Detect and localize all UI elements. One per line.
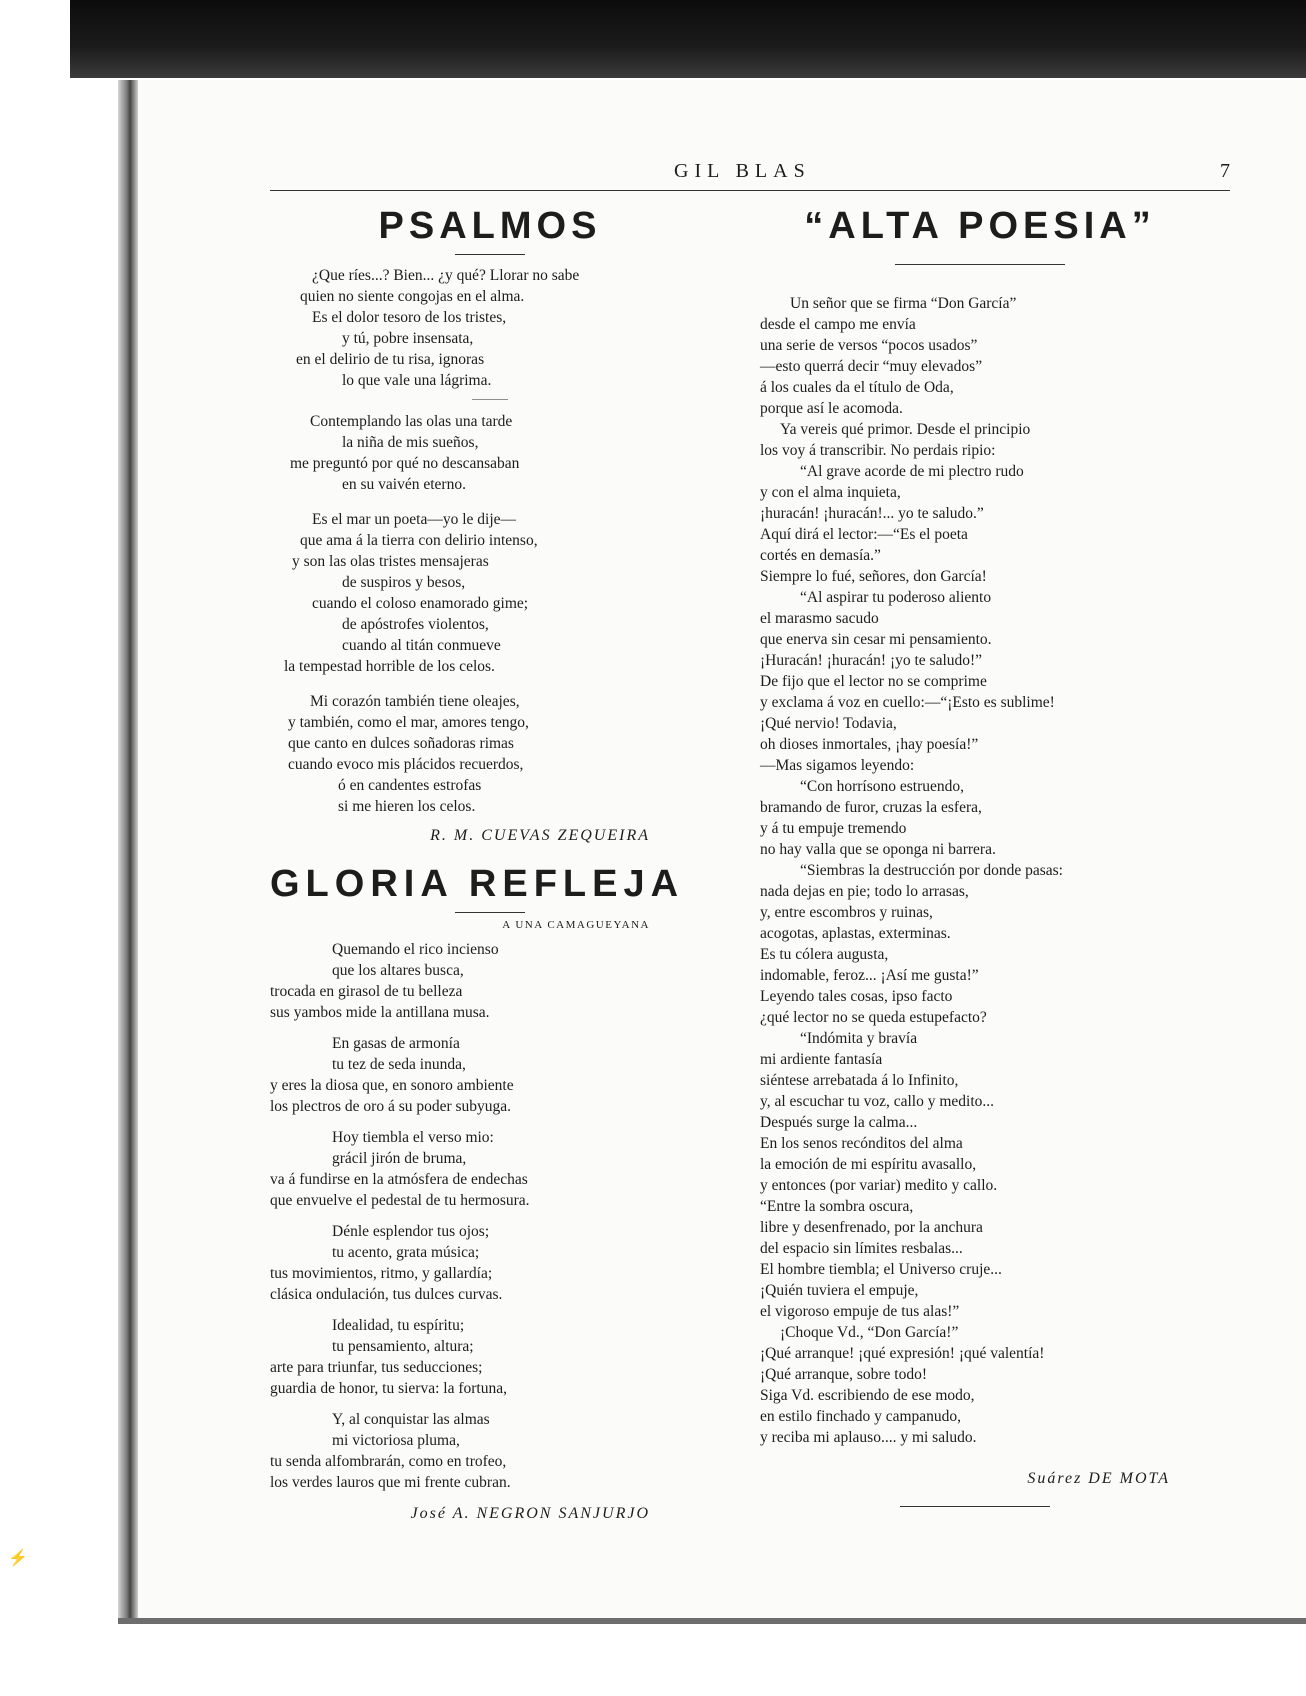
verse-line: Es el dolor tesoro de los tristes,: [312, 309, 507, 326]
page-number: 7: [1220, 160, 1230, 182]
verse-line: y entonces (por variar) medito y callo.: [760, 1177, 998, 1194]
verse-line: y eres la diosa que, en sonoro ambiente: [270, 1077, 514, 1094]
verse-line: libre y desenfrenado, por la anchura: [760, 1219, 983, 1236]
verse-line: tu pensamiento, altura;: [332, 1338, 474, 1355]
verse-line: “Con horrísono estruendo,: [800, 778, 965, 795]
stanza: [270, 1221, 710, 1305]
verse-line: siéntese arrebatada á lo Infinito,: [760, 1072, 959, 1089]
verse-line: desde el campo me envía: [760, 316, 916, 333]
psalmos-body: [270, 265, 710, 845]
verse-line: que ama á la tierra con delirio intenso,: [300, 532, 538, 549]
verse-line: mi victoriosa pluma,: [332, 1432, 460, 1449]
verse-line: trocada en girasol de tu belleza: [270, 983, 463, 1000]
verse-line: una serie de versos “pocos usados”: [760, 337, 978, 354]
verse-line: que canto en dulces soñadoras rimas: [288, 735, 514, 752]
poem-title-alta-poesia: “ALTA POESIA”: [804, 205, 1156, 247]
right-column: [760, 205, 1200, 1507]
stanza-separator: ———: [472, 391, 508, 405]
verse-line: mi ardiente fantasía: [760, 1051, 883, 1068]
verse-line: y tú, pobre insensata,: [342, 330, 474, 347]
end-rule: [900, 1506, 1050, 1507]
verse-line: Es el mar un poeta—yo le dije—: [312, 511, 517, 528]
verse-line: quien no siente congojas en el alma.: [300, 288, 525, 305]
verse-line: “Al grave acorde de mi plectro rudo: [800, 463, 1024, 480]
stanza: [270, 691, 710, 817]
verse-line: y también, como el mar, amores tengo,: [288, 714, 529, 731]
stanza: [270, 509, 710, 677]
verse-line: y exclama á voz en cuello:—“¡Esto es sublime!: [760, 694, 1055, 711]
verse-line: Hoy tiembla el verso mio:: [332, 1129, 494, 1146]
verse-line: ¡Qué nervio! Todavia,: [760, 715, 897, 732]
verse-line: la emoción de mi espíritu avasallo,: [760, 1156, 977, 1173]
verse-line: arte para triunfar, tus seducciones;: [270, 1359, 483, 1376]
verse-line: oh dioses inmortales, ¡hay poesía!”: [760, 736, 979, 753]
stanza: [270, 939, 710, 1023]
author-signature: Suárez DE MOTA: [1027, 1470, 1170, 1487]
left-column: [270, 205, 710, 1523]
verse-line: ¿qué lector no se queda estupefacto?: [760, 1009, 987, 1026]
author-signature: R. M. CUEVAS ZEQUEIRA: [430, 827, 650, 844]
verse-line: cuando evoco mis plácidos recuerdos,: [288, 756, 524, 773]
verse-line: cortés en demasía.”: [760, 547, 881, 564]
verse-line: bramando de furor, cruzas la esfera,: [760, 799, 982, 816]
verse-line: ¡Huracán! ¡huracán! ¡yo te saludo!”: [760, 652, 983, 669]
verse-line: Aquí dirá el lector:—“Es el poeta: [760, 526, 968, 543]
verse-line: tu tez de seda inunda,: [332, 1056, 466, 1073]
verse-line: la tempestad horrible de los celos.: [284, 658, 495, 675]
verse-line: Quemando el rico incienso: [332, 941, 499, 958]
verse-line: los voy á transcribir. No perdais ripio:: [760, 442, 996, 459]
stanza: [270, 1127, 710, 1211]
verse-line: cuando el coloso enamorado gime;: [312, 595, 529, 612]
verse-line: del espacio sin límites resbalas...: [760, 1240, 963, 1257]
verse-line: tu acento, grata música;: [332, 1244, 480, 1261]
verse-line: el marasmo sacudo: [760, 610, 879, 627]
verse-line: Mi corazón también tiene oleajes,: [310, 693, 520, 710]
verse-line: y con el alma inquieta,: [760, 484, 901, 501]
verse-line: “Al aspirar tu poderoso aliento: [800, 589, 992, 606]
verse-line: “Indómita y bravía: [800, 1030, 918, 1047]
verse-line: en estilo finchado y campanudo,: [760, 1408, 962, 1425]
verse-line: Y, al conquistar las almas: [332, 1411, 490, 1428]
verse-line: ¡Qué arranque, sobre todo!: [760, 1366, 927, 1383]
verse-line: lo que vale una lágrima.: [342, 372, 492, 389]
verse-line: no hay valla que se oponga ni barrera.: [760, 841, 996, 858]
title-rule: [895, 264, 1065, 265]
verse-line: el vigoroso empuje de tus alas!”: [760, 1303, 960, 1320]
scan-mark-icon: ⚡: [8, 1550, 28, 1567]
verse-line: Es tu cólera augusta,: [760, 946, 889, 963]
verse-line: El hombre tiembla; el Universo cruje...: [760, 1261, 1002, 1278]
verse-line: y, al escuchar tu voz, callo y medito...: [760, 1093, 994, 1110]
verse-line: Contemplando las olas una tarde: [310, 413, 513, 430]
poem-dedication: A UNA CAMAGUEYANA: [502, 919, 650, 931]
verse-line: “Entre la sombra oscura,: [760, 1198, 914, 1215]
scan-bottom-edge: [118, 1618, 1306, 1624]
verse-line: ¡Choque Vd., “Don García!”: [780, 1324, 959, 1341]
verse-line: grácil jirón de bruma,: [332, 1150, 467, 1167]
verse-line: y á tu empuje tremendo: [760, 820, 907, 837]
title-rule: [455, 254, 525, 255]
verse-line: sus yambos mide la antillana musa.: [270, 1004, 490, 1021]
verse-line: ¡Qué arranque! ¡qué expresión! ¡qué valentía!: [760, 1345, 1045, 1362]
verse-line: los verdes lauros que mi frente cubran.: [270, 1474, 511, 1491]
verse-line: —esto querrá decir “muy elevados”: [760, 358, 983, 375]
verse-line: Idealidad, tu espíritu;: [332, 1317, 465, 1334]
verse-line: y, entre escombros y ruinas,: [760, 904, 933, 921]
verse-line: Ya vereis qué primor. Desde el principio: [780, 421, 1031, 438]
stanza: [270, 411, 710, 495]
gloria-body: [270, 939, 710, 1523]
verse-line: á los cuales da el título de Oda,: [760, 379, 954, 396]
verse-line: va á fundirse en la atmósfera de endechas: [270, 1171, 528, 1188]
verse-line: ¿Que ríes...? Bien... ¿y qué? Llorar no sabe: [312, 267, 580, 284]
author-signature: José A. NEGRON SANJURJO: [410, 1505, 650, 1522]
verse-line: ¡Quién tuviera el empuje,: [760, 1282, 919, 1299]
verse-line: porque así le acomoda.: [760, 400, 903, 417]
verse-line: “Siembras la destrucción por donde pasas:: [800, 862, 1063, 879]
verse-line: ó en candentes estrofas: [338, 777, 482, 794]
verse-line: Siga Vd. escribiendo de ese modo,: [760, 1387, 975, 1404]
verse-line: que los altares busca,: [332, 962, 464, 979]
verse-line: De fijo que el lector no se comprime: [760, 673, 987, 690]
verse-line: Dénle esplendor tus ojos;: [332, 1223, 490, 1240]
masthead-rule: [270, 190, 1230, 191]
verse-line: En los senos recónditos del alma: [760, 1135, 963, 1152]
verse-line: clásica ondulación, tus dulces curvas.: [270, 1286, 503, 1303]
verse-line: en su vaivén eterno.: [342, 476, 466, 493]
verse-line: y reciba mi aplauso.... y mi saludo.: [760, 1429, 977, 1446]
verse-line: me preguntó por qué no descansaban: [290, 455, 520, 472]
verse-line: tu senda alfombrarán, como en trofeo,: [270, 1453, 507, 1470]
masthead: [270, 160, 1230, 188]
verse-line: nada dejas en pie; todo lo arrasas,: [760, 883, 969, 900]
verse-line: los plectros de oro á su poder subyuga.: [270, 1098, 512, 1115]
verse-line: en el delirio de tu risa, ignoras: [296, 351, 485, 368]
verse-line: si me hieren los celos.: [338, 798, 476, 815]
verse-line: indomable, feroz... ¡Así me gusta!”: [760, 967, 979, 984]
periodical-title: GIL BLAS: [674, 160, 811, 182]
page-spine-shadow: [118, 80, 138, 1620]
stanza: [270, 1409, 710, 1493]
verse-line: de apóstrofes violentos,: [342, 616, 489, 633]
verse-line: ¡huracán! ¡huracán!... yo te saludo.”: [760, 505, 984, 522]
stanza: [270, 1033, 710, 1117]
stanza: [270, 265, 710, 391]
verse-line: Siempre lo fué, señores, don García!: [760, 568, 987, 585]
alta-poesia-body: [760, 293, 1200, 1448]
verse-line: que envuelve el pedestal de tu hermosura.: [270, 1192, 530, 1209]
verse-line: de suspiros y besos,: [342, 574, 466, 591]
verse-line: que enerva sin cesar mi pensamiento.: [760, 631, 992, 648]
verse-line: Leyendo tales cosas, ipso facto: [760, 988, 953, 1005]
verse-line: —Mas sigamos leyendo:: [760, 757, 915, 774]
verse-line: cuando al titán conmueve: [342, 637, 501, 654]
verse-line: y son las olas tristes mensajeras: [292, 553, 489, 570]
stanza: [270, 1315, 710, 1399]
scan-top-shadow: [70, 0, 1306, 78]
verse-line: En gasas de armonía: [332, 1035, 460, 1052]
verse-line: Después surge la calma...: [760, 1114, 918, 1131]
verse-line: guardia de honor, tu sierva: la fortuna,: [270, 1380, 507, 1397]
verse-line: Un señor que se firma “Don García”: [790, 295, 1017, 312]
poem-title-psalmos: PSALMOS: [378, 205, 602, 247]
title-rule: [455, 912, 525, 913]
verse-line: tus movimientos, ritmo, y gallardía;: [270, 1265, 493, 1282]
verse-line: la niña de mis sueños,: [342, 434, 479, 451]
poem-title-gloria-refleja: GLORIA REFLEJA: [270, 863, 685, 905]
verse-line: acogotas, aplastas, exterminas.: [760, 925, 951, 942]
